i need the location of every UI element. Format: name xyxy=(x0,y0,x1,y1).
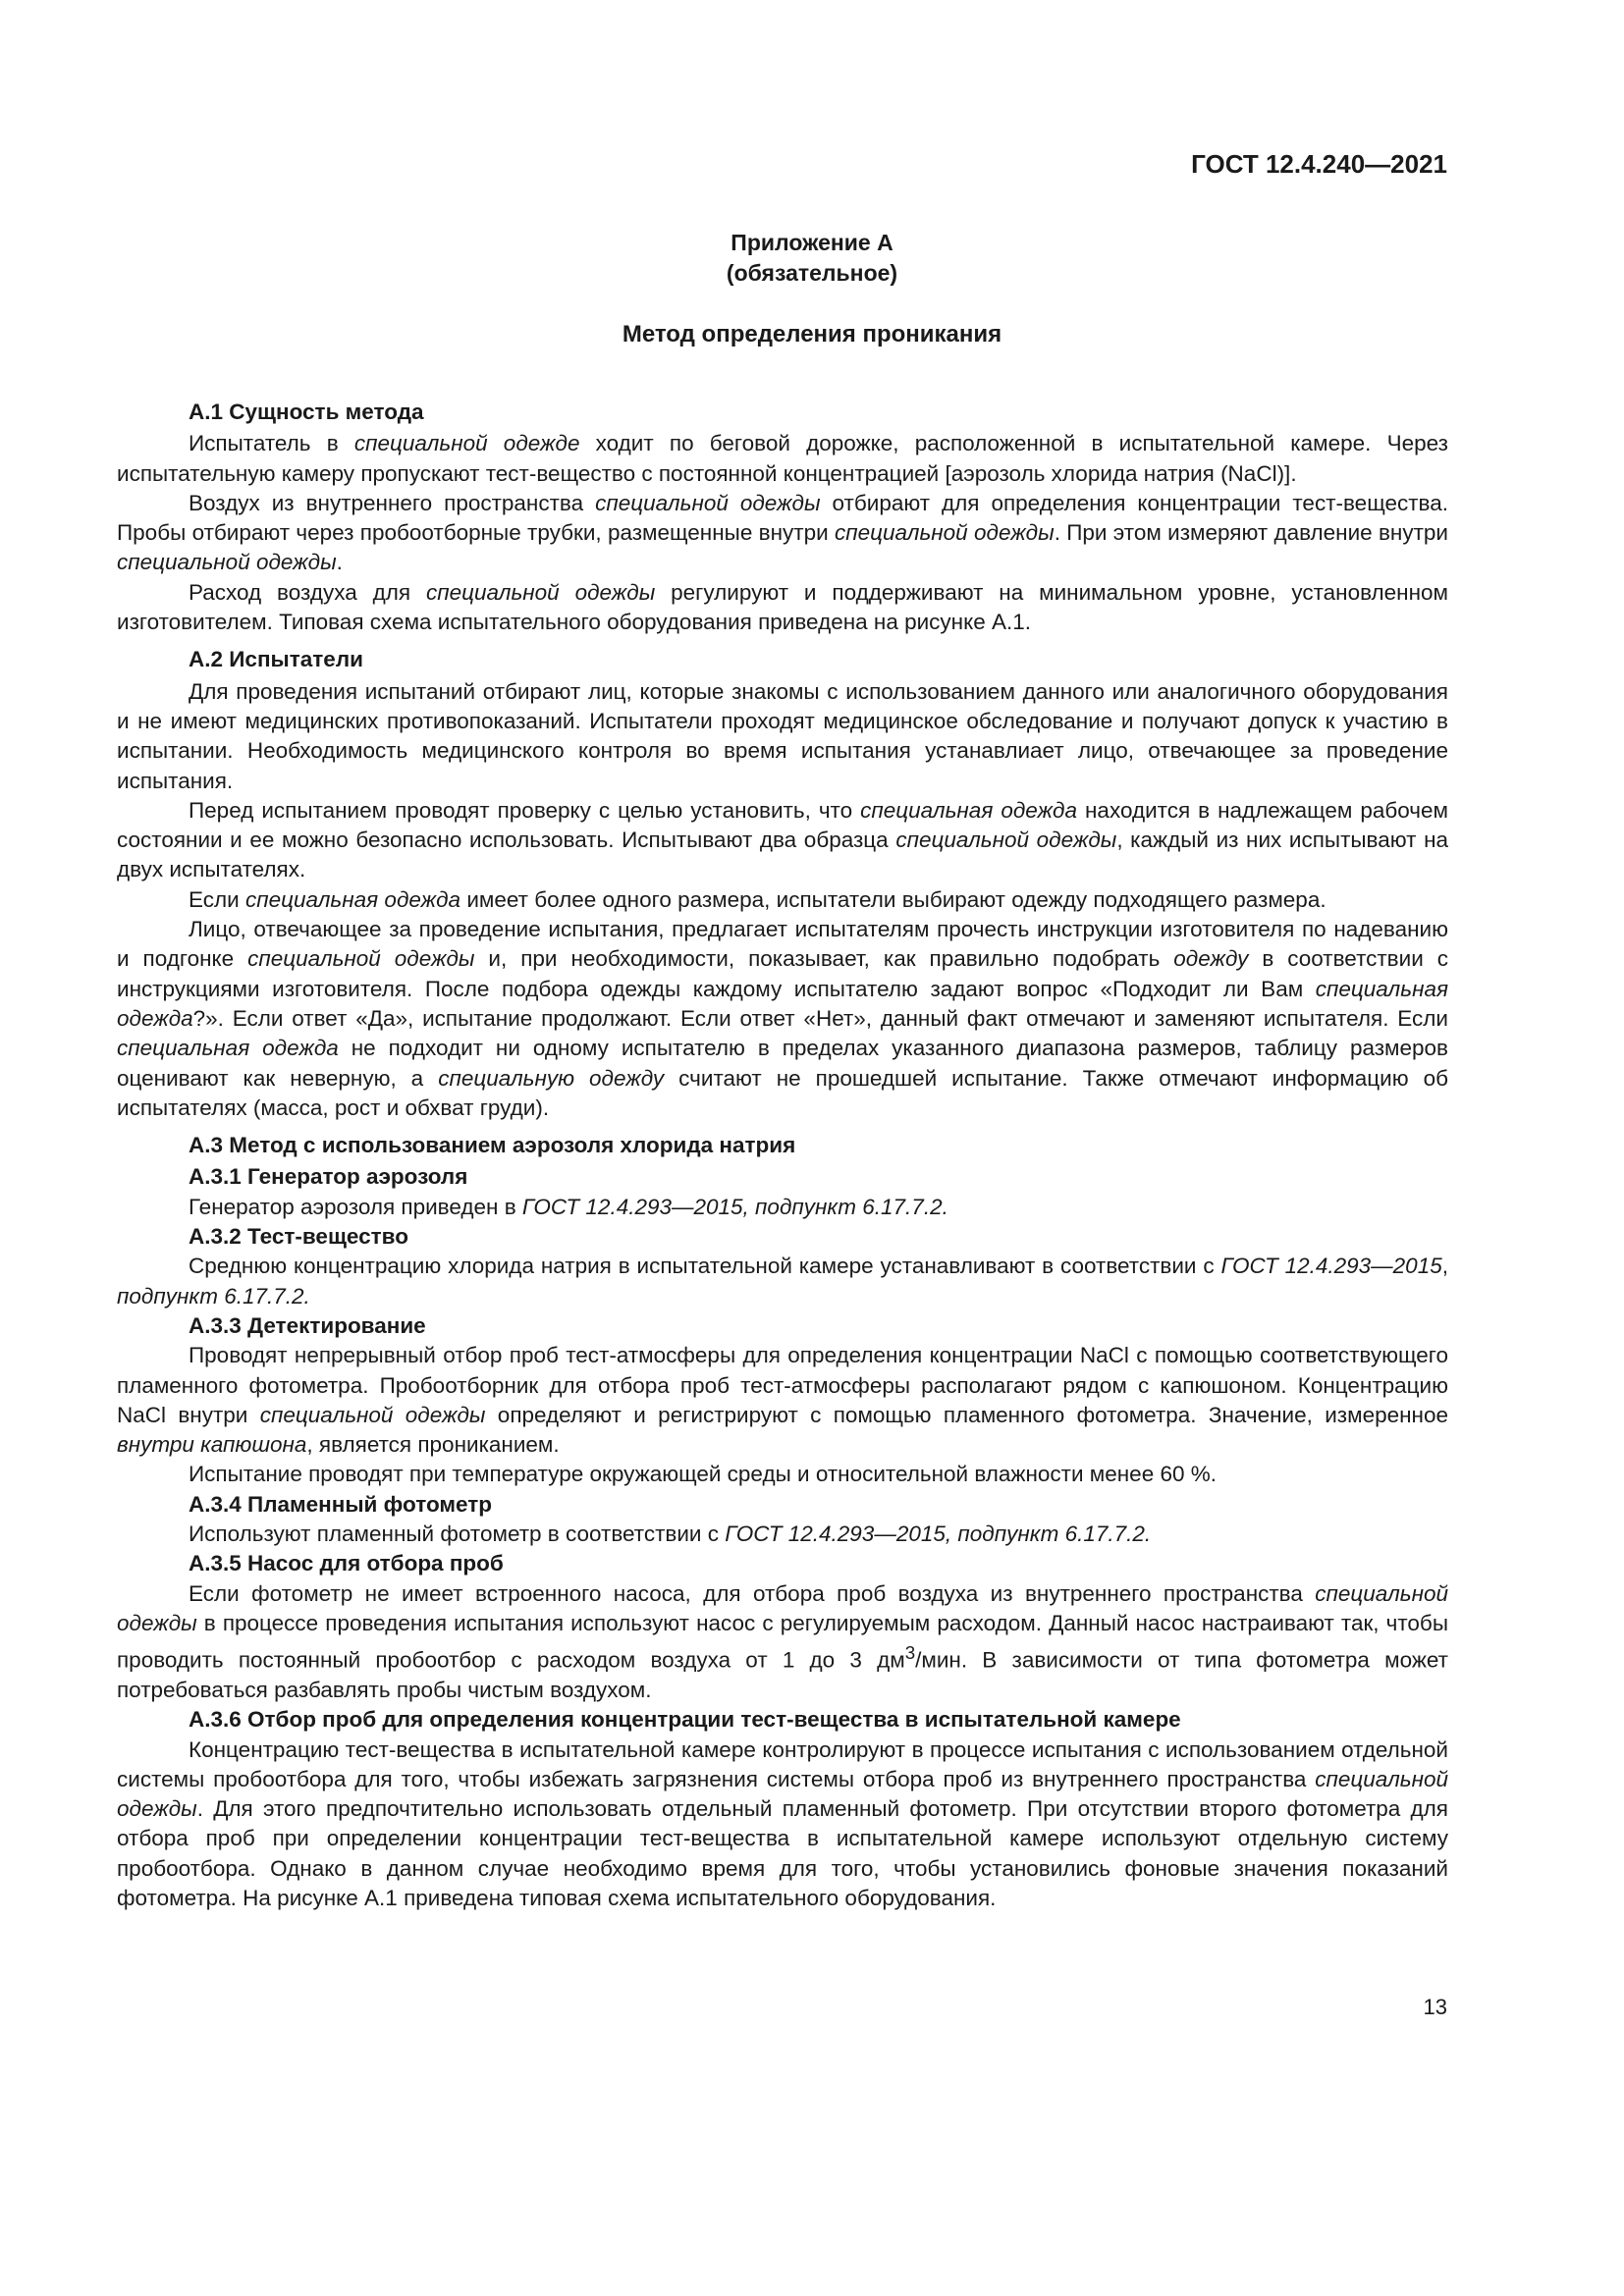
section-a34-paragraph: Используют пламенный фотометр в соответствии с ГОСТ 12.4.293—2015, подпункт 6.17.7.2. xyxy=(189,1521,1152,1546)
appendix-label: Приложение А xyxy=(731,230,893,255)
section-a33-heading: А.3.3 Детектирование xyxy=(189,1312,426,1338)
section-a2-paragraph-1: Для проведения испытаний отбирают лиц, которые знакомы с использованием данного или аналогичного оборудования и не имеют медицинских противопоказаний. Испытатели проходят медицинское обследование и получают допуск к участию в испытании. Необходимость медицинского контроля во время испытания устанавлиает лицо, отвечающее за проведение испытания. xyxy=(117,678,1448,793)
section-a36-heading: А.3.6 Отбор проб для определения концентрации тест-вещества в испытательной камере xyxy=(189,1707,1181,1733)
section-a36-paragraph: Концентрацию тест-вещества в испытательной камере контролируют в процессе испытания с использованием отдельной системы пробоотбора для того, чтобы избежать загрязнения системы отбора проб из внутреннего пространства специальной одежды. Для этого предпочтительно использовать отдельный пламенный фотометр. При отсутствии второго фотометра для отбора проб при определении концентрации тест-вещества в испытательной камере используют отдельную систему пробоотбора. Однако в данном случае необходимо время для того, чтобы установились фоновые значения показаний фотометра. На рисунке А.1 приведена типовая схема испытательного оборудования. xyxy=(117,1736,1448,1911)
section-a2-paragraph-4: Лицо, отвечающее за проведение испытания, предлагает испытателям прочесть инструкции изготовителя по надеванию и подгонке специальной одежды и, при необходимости, показывает, как правильно подобрать одежду в соответствии с инструкциями изготовителя. После подбора одежды каждому испытателю задают вопрос «Подходит ли Вам специальная одежда?». Если ответ «Да», испытание продолжают. Если ответ «Нет», данный факт отмечают и заменяют испытателя. Если специальная одежда не подходит ни одному испытателю в пределах указанного диапазона размеров, таблицу размеров оценивают как неверную, а специальную одежду считают не прошедшей испытание. Также отмечают информацию об испытателях (масса, рост и обхват груди). xyxy=(117,917,1449,1120)
section-a34-heading: А.3.4 Пламенный фотометр xyxy=(189,1491,493,1517)
section-a33-paragraph-1: Проводят непрерывный отбор проб тест-атмосферы для определения концентрации NaCl с помощью соответствующего пламенного фотометра. Пробоотборник для отбора проб тест-атмосферы располагают рядом с капюшоном. Концентрацию NaCl внутри специальной одежды определяют и регистрируют с помощью пламенного фотометра. Значение, измеренное внутри капюшона, является прониканием. xyxy=(117,1343,1449,1458)
section-a33-paragraph-2: Испытание проводят при температуре окружающей среды и относительной влажности менее 60 %. xyxy=(189,1462,1217,1487)
appendix-heading xyxy=(0,228,1624,289)
page-title: Метод определения проникания xyxy=(622,321,1002,347)
section-a35-heading: А.3.5 Насос для отбора проб xyxy=(189,1551,504,1576)
section-a35-paragraph: Если фотометр не имеет встроенного насоса, для отбора проб воздуха из внутреннего пространства специальной одежды в процессе проведения испытания используют насос с регулируемым расходом. Данный насос настраивают так, чтобы проводить постоянный пробоотбор с расходом воздуха от 1 до 3 $дм^3$/мин. В зависимости от типа фотометра может потребоваться разбавлять пробы чистым воздухом. xyxy=(117,1580,1448,1702)
section-a1-paragraph-3: Расход воздуха для специальной одежды регулируют и поддерживают на минимальном уровне, установленном изготовителем. Типовая схема испытательного оборудования приведена на рисунке А.1. xyxy=(117,579,1448,635)
document-body xyxy=(117,398,1448,1913)
section-a32-heading: А.3.2 Тест-вещество xyxy=(189,1224,408,1250)
section-a2-heading: А.2 Испытатели xyxy=(189,647,363,672)
section-a2-paragraph-3: Если специальная одежда имеет более одного размера, испытатели выбирают одежду подходящего размера. xyxy=(189,886,1326,912)
section-a1-heading: А.1 Сущность метода xyxy=(189,400,424,424)
section-a31-paragraph: Генератор аэрозоля приведен в ГОСТ 12.4.293—2015, подпункт 6.17.7.2. xyxy=(189,1194,948,1219)
page-number: 13 xyxy=(1423,1995,1447,2019)
section-a2-paragraph-2: Перед испытанием проводят проверку с целью установить, что специальная одежда находится в надлежащем рабочем состоянии и ее можно безопасно использовать. Испытывают два образца специальной одежды, каждый из них испытывают на двух испытателях. xyxy=(117,797,1449,882)
document-code: ГОСТ 12.4.240—2021 xyxy=(1191,149,1447,179)
appendix-status: (обязательное) xyxy=(726,260,898,286)
section-a31-heading: А.3.1 Генератор аэрозоля xyxy=(189,1164,468,1190)
section-a32-paragraph: Среднюю концентрацию хлорида натрия в испытательной камере устанавливают в соответствии с ГОСТ 12.4.293—2015, подпункт 6.17.7.2. xyxy=(117,1254,1448,1308)
section-a1-paragraph-1: Испытатель в специальной одежде ходит по беговой дорожке, расположенной в испытательной камере. Через испытательную камеру пропускают тест-вещество с постоянной концентрацией [аэрозоль хлорида натрия (NaCl)]. xyxy=(117,431,1448,486)
section-a1-paragraph-2: Воздух из внутреннего пространства специальной одежды отбирают для определения концентрации тест-вещества. Пробы отбирают через пробоотборные трубки, размещенные внутри специальной одежды. При этом измеряют давление внутри специальной одежды. xyxy=(117,490,1448,575)
section-a3-heading: А.3 Метод с использованием аэрозоля хлорида натрия xyxy=(189,1133,796,1158)
